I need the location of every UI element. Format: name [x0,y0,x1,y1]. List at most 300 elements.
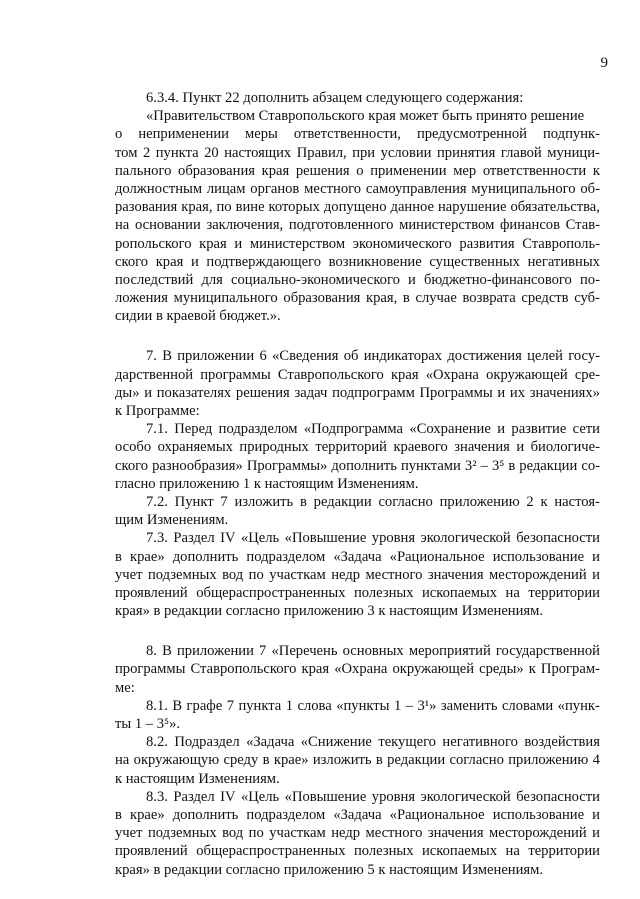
word: индикаторах [363,348,443,365]
word: «Задача [333,548,382,565]
text-line: края» в редакции согласно приложению 3 к настоящим Изменениям. [115,603,544,620]
word: значениях» [529,384,600,401]
word: сети [572,421,600,438]
word: Ставропольского [190,661,297,678]
word: 8.2. [146,734,168,751]
word: охраняемых [157,439,233,456]
word: на [115,217,130,234]
word: подземных [147,566,217,583]
word: бюджетно-финансового [423,271,572,288]
word: и [497,384,506,401]
word: к [528,661,536,678]
word: изложить [312,752,372,769]
word: их [509,384,526,401]
word: полезных [353,584,414,601]
word: – [480,457,488,474]
word: госу- [568,348,600,365]
word: об- [580,180,600,197]
word: края [199,235,227,252]
word: В [162,643,172,660]
word: последствий [115,271,194,288]
word: 7.3. [146,530,168,547]
word: со- [581,457,600,474]
word: задач [294,384,328,401]
text-line [115,842,600,860]
word: 2 [142,144,151,161]
paragraph-gap [115,620,600,642]
word: настоя- [554,493,600,510]
word: IV [220,530,236,547]
word: учет [115,566,143,583]
word: и [516,439,525,456]
word: экологической [420,530,511,547]
word: ского [115,253,149,270]
word: по- [579,271,600,288]
word: 7 [259,643,267,660]
word: и [497,421,506,438]
paragraph-p-7 [115,347,600,620]
word: уровня [371,530,416,547]
word: воздействия [524,734,600,751]
word: в [402,290,410,307]
word: образования [178,162,255,179]
word: приложении [176,643,254,660]
word: развития [459,235,515,252]
word: меры [245,126,278,143]
word: Правил, [296,144,347,161]
word: редакции [387,752,446,769]
word: которых [268,199,320,216]
word: самоуправления [365,180,467,197]
text-line: гласно приложению 1 к настоящим Изменениям. [115,475,419,492]
word: вод [222,825,244,842]
word: суб- [574,290,600,307]
word: Подраздел [174,734,240,751]
word: 1 [393,697,402,714]
word: местного [304,180,362,197]
text-line: к Программе: [115,403,200,419]
word: для [201,271,223,288]
word: муниципального [173,290,278,307]
text-line [115,806,600,824]
word: месторождений [489,566,587,583]
text-line: «Правительством Ставропольского края может быть принято решение [146,108,585,125]
word: достижения [447,348,522,365]
word: края, [366,290,398,307]
word: недр [331,825,361,842]
word: возникновение [328,253,422,270]
word: разнообразия» [152,457,243,474]
word: 6 [259,348,267,365]
word: «Задача [246,734,295,751]
word: основных [342,643,404,660]
word: пального [115,162,172,179]
word: государственной [495,643,600,660]
word: министерством [399,217,495,234]
word: 8.3. [146,788,168,805]
word: средств [521,290,569,307]
word: уровня [371,788,416,805]
text-line: ты 1 – 3⁵». [115,716,181,732]
word: «Сохранение [409,421,491,438]
word: В [162,348,172,365]
word: и [592,825,600,842]
word: «Цель [240,788,280,805]
word: и [234,235,243,252]
word: края [155,253,184,270]
word: учет [115,825,143,842]
word: «Рациональное [389,806,485,823]
word: полезных [353,843,414,860]
word: Пункт [174,493,214,510]
word: значения [454,439,510,456]
word: существенных [429,253,520,270]
word: 7.2. [146,493,168,510]
word: подземных [147,825,217,842]
word: особо [115,439,152,456]
word: слова [297,697,332,714]
word: «Рациональное [389,548,485,565]
word: дополнить [172,806,239,823]
word: 1 [285,697,294,714]
text-line: щим Изменениям. [115,512,229,529]
word: края [390,366,419,383]
word: должностным [115,180,203,197]
word: дарственной [115,366,194,383]
word: общераспространенных [196,584,346,601]
text-line: ме: [115,679,135,696]
word: 7 [220,493,228,510]
word: на [505,584,520,601]
word: Став- [565,217,600,234]
word: 20 [204,144,219,161]
word: ды» [115,384,140,401]
word: недр [331,566,361,583]
word: возврата [462,290,516,307]
text-line [115,493,600,511]
word: экологической [420,788,511,805]
word: подпунк- [542,126,600,143]
word: согласно [449,752,504,769]
word: среды» [479,661,524,678]
word: заключения, [206,217,284,234]
word: органов [250,180,300,197]
word: о [356,162,364,179]
word: использование [492,806,585,823]
word: 3⁵ [491,457,505,474]
word: безопасности [516,788,600,805]
word: нарушение [437,199,507,216]
word: изложить [234,493,294,510]
word: социально-экономического [230,271,400,288]
text-line [115,751,600,769]
word: «Снижение [300,734,372,751]
word: в [375,752,383,769]
word: вине [235,199,265,216]
word: предусмотренной [416,126,527,143]
word: главой [500,144,542,161]
word: «пункты [336,697,390,714]
word: проявлений [115,584,188,601]
word: 7. [146,348,157,365]
word: в [508,457,516,474]
word: негативного [442,734,518,751]
word: в [115,548,122,565]
word: лицам [206,180,246,197]
word: 7 [226,697,234,714]
text-line [115,347,600,365]
word: среду [223,752,259,769]
paragraph-p-6-3-4 [115,89,600,325]
text-line: 6.3.4. Пункт 22 дополнить абзацем следующего содержания: [146,90,524,106]
word: случае [415,290,457,307]
word: и [592,566,600,583]
word: неприменении [138,126,229,143]
word: Программы [419,384,493,401]
word: по [248,566,264,583]
word: природных [239,439,309,456]
word: программы [200,366,271,383]
word: по [216,199,232,216]
text-line [115,824,600,842]
word: обязательства, [510,199,600,216]
text-line: края» в редакции согласно приложению 5 к настоящим Изменениям. [115,861,544,878]
word: к [592,162,600,179]
word: участкам [269,825,326,842]
word: образования [283,290,361,307]
text-line [115,438,600,456]
word: применении [370,162,447,179]
word: ропольского [115,235,192,252]
word: В [172,697,183,714]
word: приложению [508,752,589,769]
word: пунктами [400,457,461,474]
word: – [405,697,413,714]
word: решения [235,384,290,401]
word: в [299,493,307,510]
word: целей [527,348,563,365]
word: крае» [130,806,165,823]
word: 2 [526,493,534,510]
text-line [115,788,600,806]
word: подпрограмм [332,384,415,401]
word: использование [492,548,585,565]
word: «Охрана [334,661,388,678]
text-line [115,180,600,198]
word: края [261,162,290,179]
word: пункта [155,144,199,161]
word: и [592,806,600,823]
word: и [408,271,416,288]
word: проявлений [115,843,188,860]
word: «Перечень [271,643,338,660]
word: крае» [130,548,165,565]
word: приложению [439,493,520,510]
word: «Повышение [284,530,367,547]
word: ответственности [482,162,587,179]
word: при [352,144,376,161]
word: дополнить [172,548,239,565]
word: графе [186,697,223,714]
word: по [248,825,264,842]
word: территории [528,584,600,601]
word: Раздел [173,530,215,547]
word: значения [427,825,484,842]
text-line [115,660,600,678]
page-number: 9 [600,55,608,71]
word: разования [115,199,178,216]
word: финансов [499,217,560,234]
text-line [115,566,600,584]
word: Раздел [173,788,215,805]
word: 7.1. [146,421,168,438]
text-line [115,366,600,384]
paragraph-gap [115,325,600,347]
word: условии [380,144,432,161]
word: территорий [315,439,387,456]
text-line [115,642,600,660]
word: решения [295,162,350,179]
word: мероприятий [408,643,491,660]
word: муници- [547,144,600,161]
word: края [301,661,330,678]
word: ответственности, [293,126,401,143]
word: настоящих [224,144,292,161]
word: IV [220,788,236,805]
word: «пунк- [557,697,600,714]
document-body [115,89,600,879]
word: развитие [511,421,567,438]
word: основании [134,217,201,234]
word: экономического [352,235,452,252]
word: 3² [464,457,477,474]
word: биологиче- [530,439,600,456]
word: заменить [440,697,498,714]
text-line [115,584,600,602]
word: на [505,843,520,860]
word: негативных [527,253,600,270]
word: допущено [323,199,387,216]
text-line [115,420,600,438]
word: принятия [436,144,496,161]
word: сре- [574,366,600,383]
word: текущего [378,734,436,751]
word: местного [365,566,423,583]
word: общераспространенных [196,843,346,860]
word: согласно [378,493,433,510]
word: территории [528,843,600,860]
word: «Повышение [284,788,367,805]
word: Программы» [246,457,328,474]
text-line [115,235,600,253]
word: Перед [174,421,213,438]
word: словами [501,697,554,714]
word: муниципального [471,180,576,197]
word: в [262,752,270,769]
word: «Подпрограмма [303,421,404,438]
text-line [115,289,600,307]
text-line [115,125,600,143]
word: Ставропольского [277,366,384,383]
word: «Задача [333,806,382,823]
word: редакции [313,493,372,510]
word: окружающей [392,661,475,678]
word: месторождений [489,825,587,842]
word: Ставрополь- [522,235,600,252]
text-line [115,198,600,216]
word: «Цель [240,530,280,547]
word: края, [181,199,213,216]
text-line [115,216,600,234]
word: крае» [273,752,309,769]
text-line [115,384,600,402]
word: показателях [156,384,232,401]
word: ского [115,457,149,474]
word: окружающей [486,366,568,383]
word: на [115,752,130,769]
word: подготовленного [288,217,394,234]
text-line [115,548,600,566]
word: подразделом [218,421,298,438]
word: ископаемых [422,584,498,601]
text-line [115,144,600,162]
word: Програм- [540,661,600,678]
text-line [115,271,600,289]
word: об [343,348,359,365]
text-line [115,457,600,475]
word: участкам [269,566,326,583]
word: министерством [249,235,346,252]
word: «Охрана [425,366,479,383]
paragraph-p-8 [115,642,600,878]
word: ископаемых [422,843,498,860]
word: подразделом [246,806,326,823]
text-line [115,697,600,715]
word: и [592,548,600,565]
text-line: сидии в краевой бюджет.». [115,308,281,325]
word: местного [365,825,423,842]
word: 4 [592,752,600,769]
word: пункта [238,697,282,714]
word: дополнить [331,457,397,474]
word: редакции [519,457,578,474]
word: 3¹» [417,697,437,714]
word: 8. [146,643,157,660]
word: данное [390,199,434,216]
word: в [115,806,122,823]
word: к [540,493,548,510]
word: краевого [393,439,448,456]
text-line: к настоящим Изменениям. [115,770,280,787]
word: ложения [115,290,168,307]
word: значения [427,566,484,583]
word: окружающую [133,752,220,769]
text-line [115,733,600,751]
word: и [190,253,199,270]
word: том [115,144,138,161]
word: подтверждающего [206,253,321,270]
text-line [115,162,600,180]
word: подразделом [246,548,326,565]
text-line [115,529,600,547]
word: вод [222,566,244,583]
word: безопасности [516,530,600,547]
word: мер [453,162,477,179]
text-line [115,253,600,271]
word: о [115,126,123,143]
word: 8.1. [146,697,168,714]
word: приложении [177,348,255,365]
